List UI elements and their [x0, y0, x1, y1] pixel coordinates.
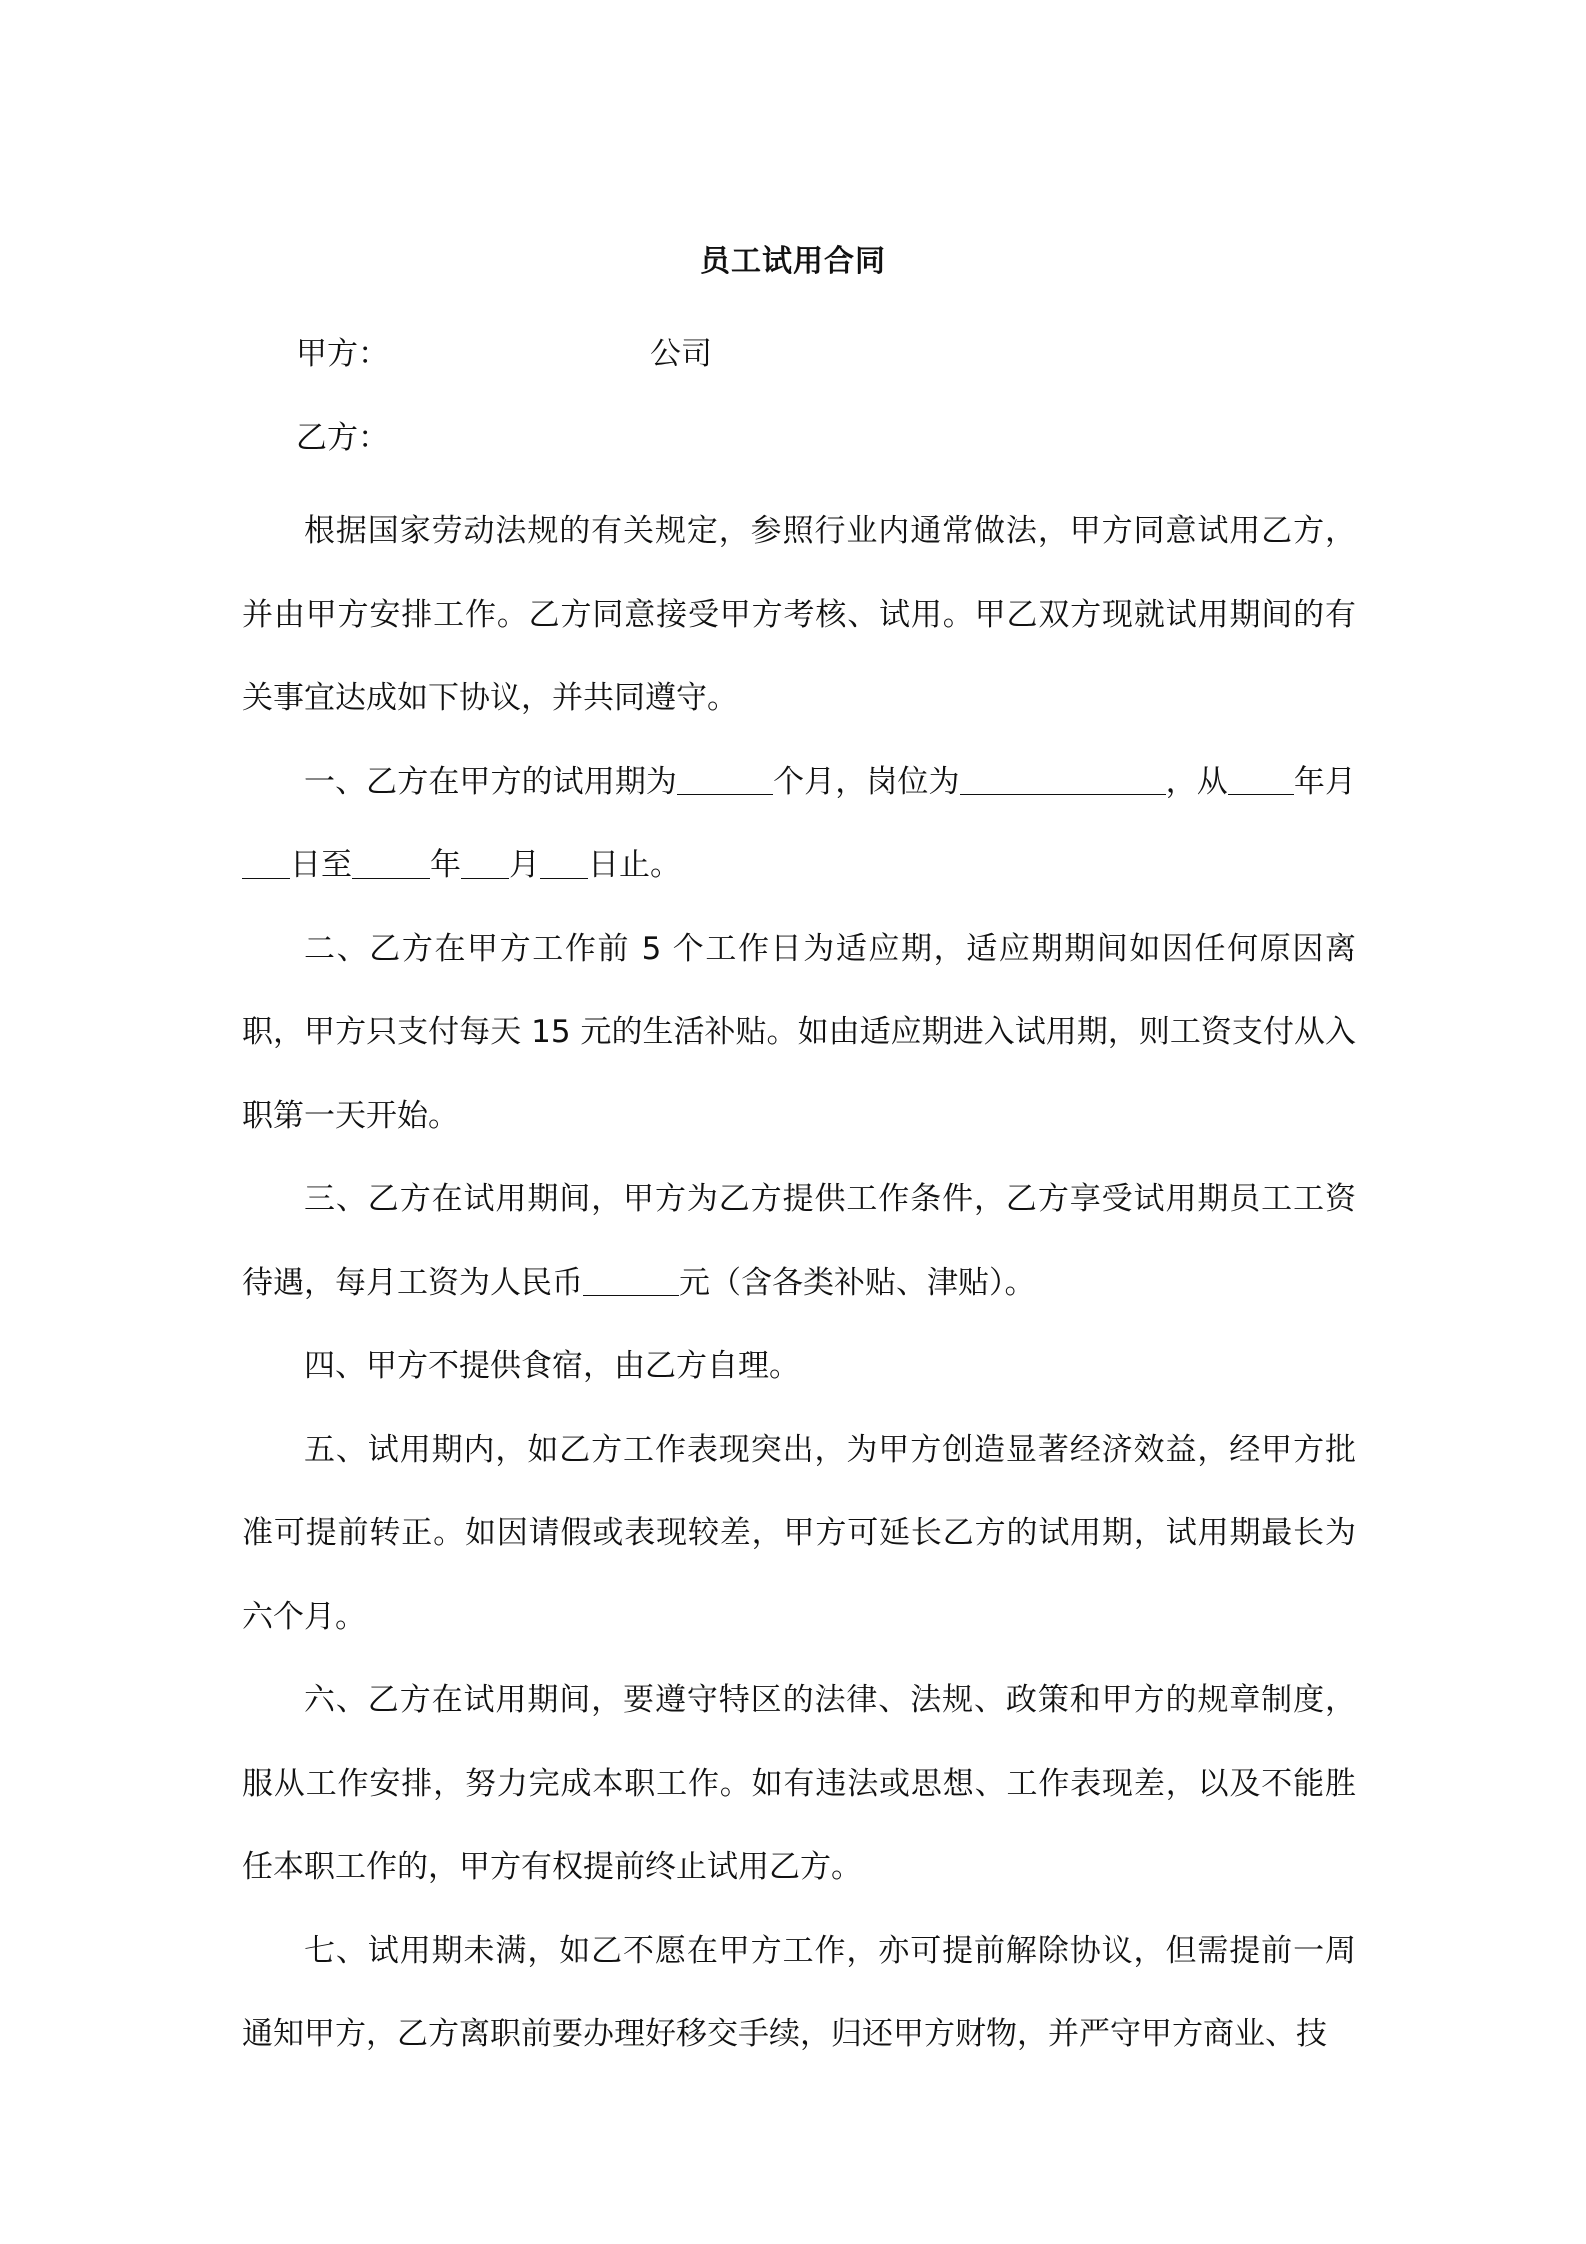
clause-1 [242, 741, 1356, 908]
clause-4: 四、甲方不提供食宿，由乙方自理。 [304, 1348, 800, 1384]
party-a-company-suffix: 公司 [650, 336, 712, 372]
party-b-line [296, 414, 650, 462]
party-a-line [296, 330, 712, 378]
clause-3 [242, 1158, 1356, 1325]
end-month-blank [461, 844, 509, 879]
clause-1-text: 年月 [1293, 763, 1357, 800]
clause-3-text: 元（含各类补贴、津贴）。 [679, 1264, 1036, 1301]
intro-paragraph: 根据国家劳动法规的有关规定，参照行业内通常做法，甲方同意试用乙方，并由甲方安排工作。乙方同意接受甲方考核、试用。甲乙双方现就试用期间的有关事宜达成如下协议，并共同遵守。 [242, 513, 1356, 716]
clause-1-text: 个月，岗位为 [773, 763, 960, 800]
clause-2: 二、乙方在甲方工作前 5 个工作日为适应期，适应期期间如因任何原因离职，甲方只支付每天 15 元的生活补贴。如由适应期进入试用期，则工资支付从入职第一天开始。 [242, 930, 1356, 1134]
monthly-salary-blank [583, 1261, 679, 1296]
party-b-label: 乙方： [296, 420, 389, 456]
end-year-blank [352, 844, 430, 879]
clause-1-text: 月 [509, 847, 540, 883]
party-a-label: 甲方： [296, 336, 389, 372]
end-day-blank [540, 844, 588, 879]
clause-7: 七、试用期未满，如乙不愿在甲方工作，亦可提前解除协议，但需提前一周通知甲方，乙方离职前要办理好移交手续，归还甲方财物，并严守甲方商业、技 [242, 1932, 1356, 2052]
position-blank [960, 760, 1166, 795]
clause-3-text: 三、乙方在试用期间，甲方为乙方提供工作条件，乙方享受试用期员工工资待遇，每月工资为人民币 [242, 1181, 1356, 1301]
clause-5: 五、试用期内，如乙方工作表现突出，为甲方创造显著经济效益，经甲方批准可提前转正。如因请假或表现较差，甲方可延长乙方的试用期，试用期最长为六个月。 [242, 1431, 1356, 1635]
clause-1-text: 年 [430, 847, 461, 883]
start-year-blank [1228, 760, 1294, 795]
contract-body [242, 490, 1356, 2077]
clause-6: 六、乙方在试用期间，要遵守特区的法律、法规、政策和甲方的规章制度，服从工作安排，努力完成本职工作。如有违法或思想、工作表现差，以及不能胜任本职工作的，甲方有权提前终止试用乙方。 [242, 1682, 1356, 1885]
clause-1-text: 日至 [290, 847, 352, 883]
clause-1-text: 一、乙方在甲方的试用期为 [304, 763, 677, 800]
start-day-blank [242, 844, 290, 879]
document-title: 员工试用合同 [700, 244, 886, 279]
clause-1-text: 日止。 [588, 847, 681, 883]
clause-1-text: ，从 [1165, 763, 1228, 800]
trial-months-blank [677, 760, 773, 795]
